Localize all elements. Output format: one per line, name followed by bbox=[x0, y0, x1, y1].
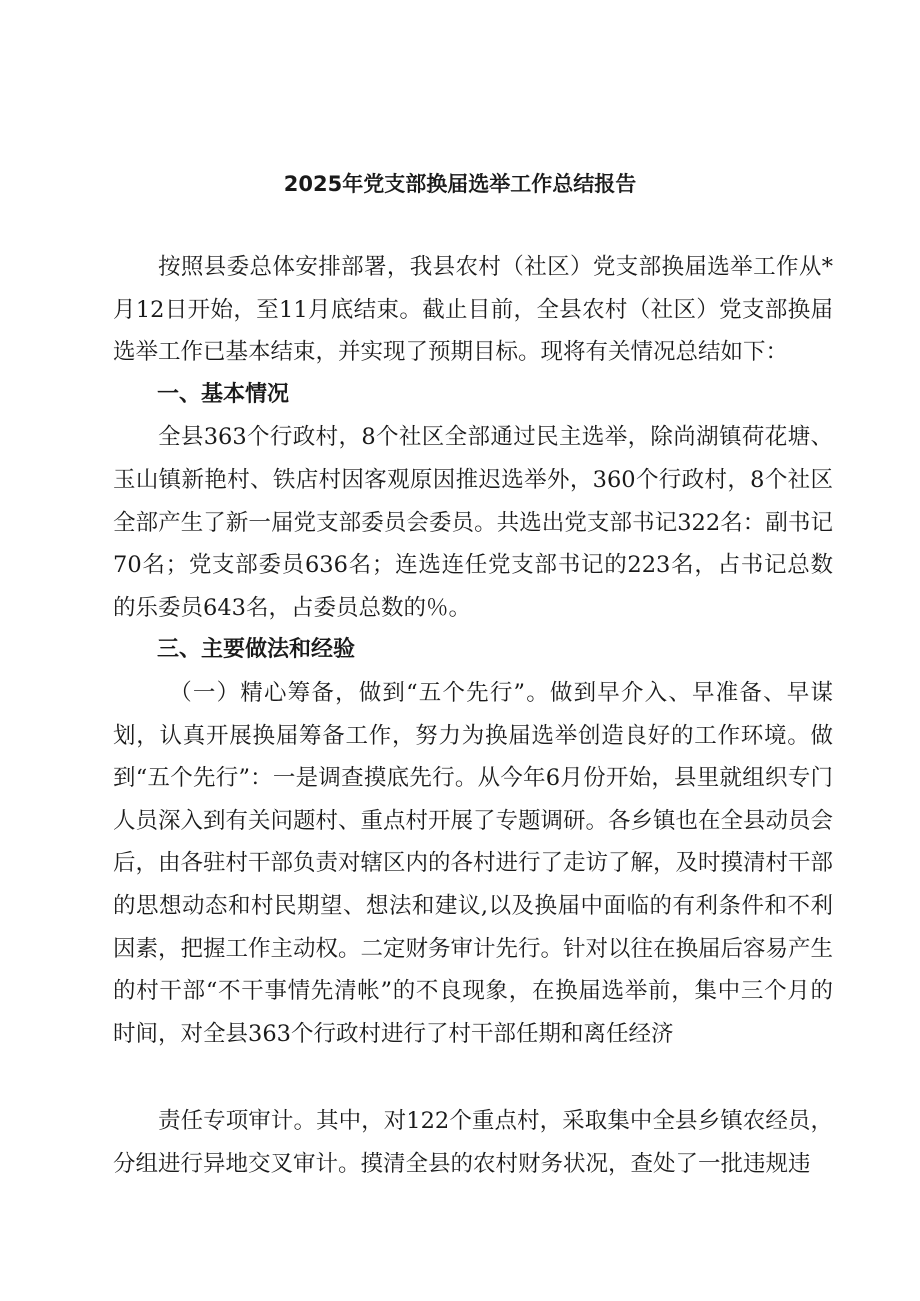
basic-situation-paragraph: 全县363个行政村，8个社区全部通过民主选举，除尚湖镇荷花塘、玉山镇新艳村、铁店村因客观原因推迟选举外，360个行政村，8个社区全部产生了新一届党支部委员会委员。共选出党支部书记322名：副书记70名；党支部委员636名；连选连任党支部书记的223名，占书记总数的乐委员643名，占委员总数的％。 bbox=[113, 424, 833, 621]
document-body bbox=[113, 246, 833, 1055]
document-title: 2025年党支部换届选举工作总结报告 bbox=[283, 172, 637, 196]
section-heading-basic-situation: 一、基本情况 bbox=[157, 381, 290, 407]
intro-paragraph: 按照县委总体安排部署，我县农村（社区）党支部换届选举工作从*月12日开始，至11月底结束。截止目前，全县农村（社区）党支部换届选举工作已基本结束，并实现了预期目标。现将有关情况总结如下： bbox=[113, 254, 833, 366]
section-heading-practices: 三、主要做法和经验 bbox=[157, 637, 356, 663]
practices-paragraph: （一）精心筹备，做到“五个先行”。做到早介入、早准备、早谋划，认真开展换届筹备工作，努力为换届选举创造良好的工作环境。做到“五个先行”：一是调查摸底先行。从今年6月份开始，县里就组织专门人员深入到有关问题村、重点村开展了专题调研。各乡镇也在全县动员会后，由各驻村干部负责对辖区内的各村进行了走访了解，及时摸清村干部的思想动态和村民期望、想法和建议,以及换届中面临的有利条件和不利因素，把握工作主动权。二定财务审计先行。针对以往在换届后容易产生的村干部“不干事情先清帐”的不良现象，在换届选举前，集中三个月的时间，对全县363个行政村进行了村干部任期和离任经济 bbox=[113, 679, 834, 1047]
continuation-body bbox=[113, 1100, 833, 1185]
continuation-paragraph: 责任专项审计。其中，对122个重点村，采取集中全县乡镇农经员，分组进行异地交叉审计。摸清全县的农村财务状况，查处了一批违规违 bbox=[113, 1108, 833, 1177]
